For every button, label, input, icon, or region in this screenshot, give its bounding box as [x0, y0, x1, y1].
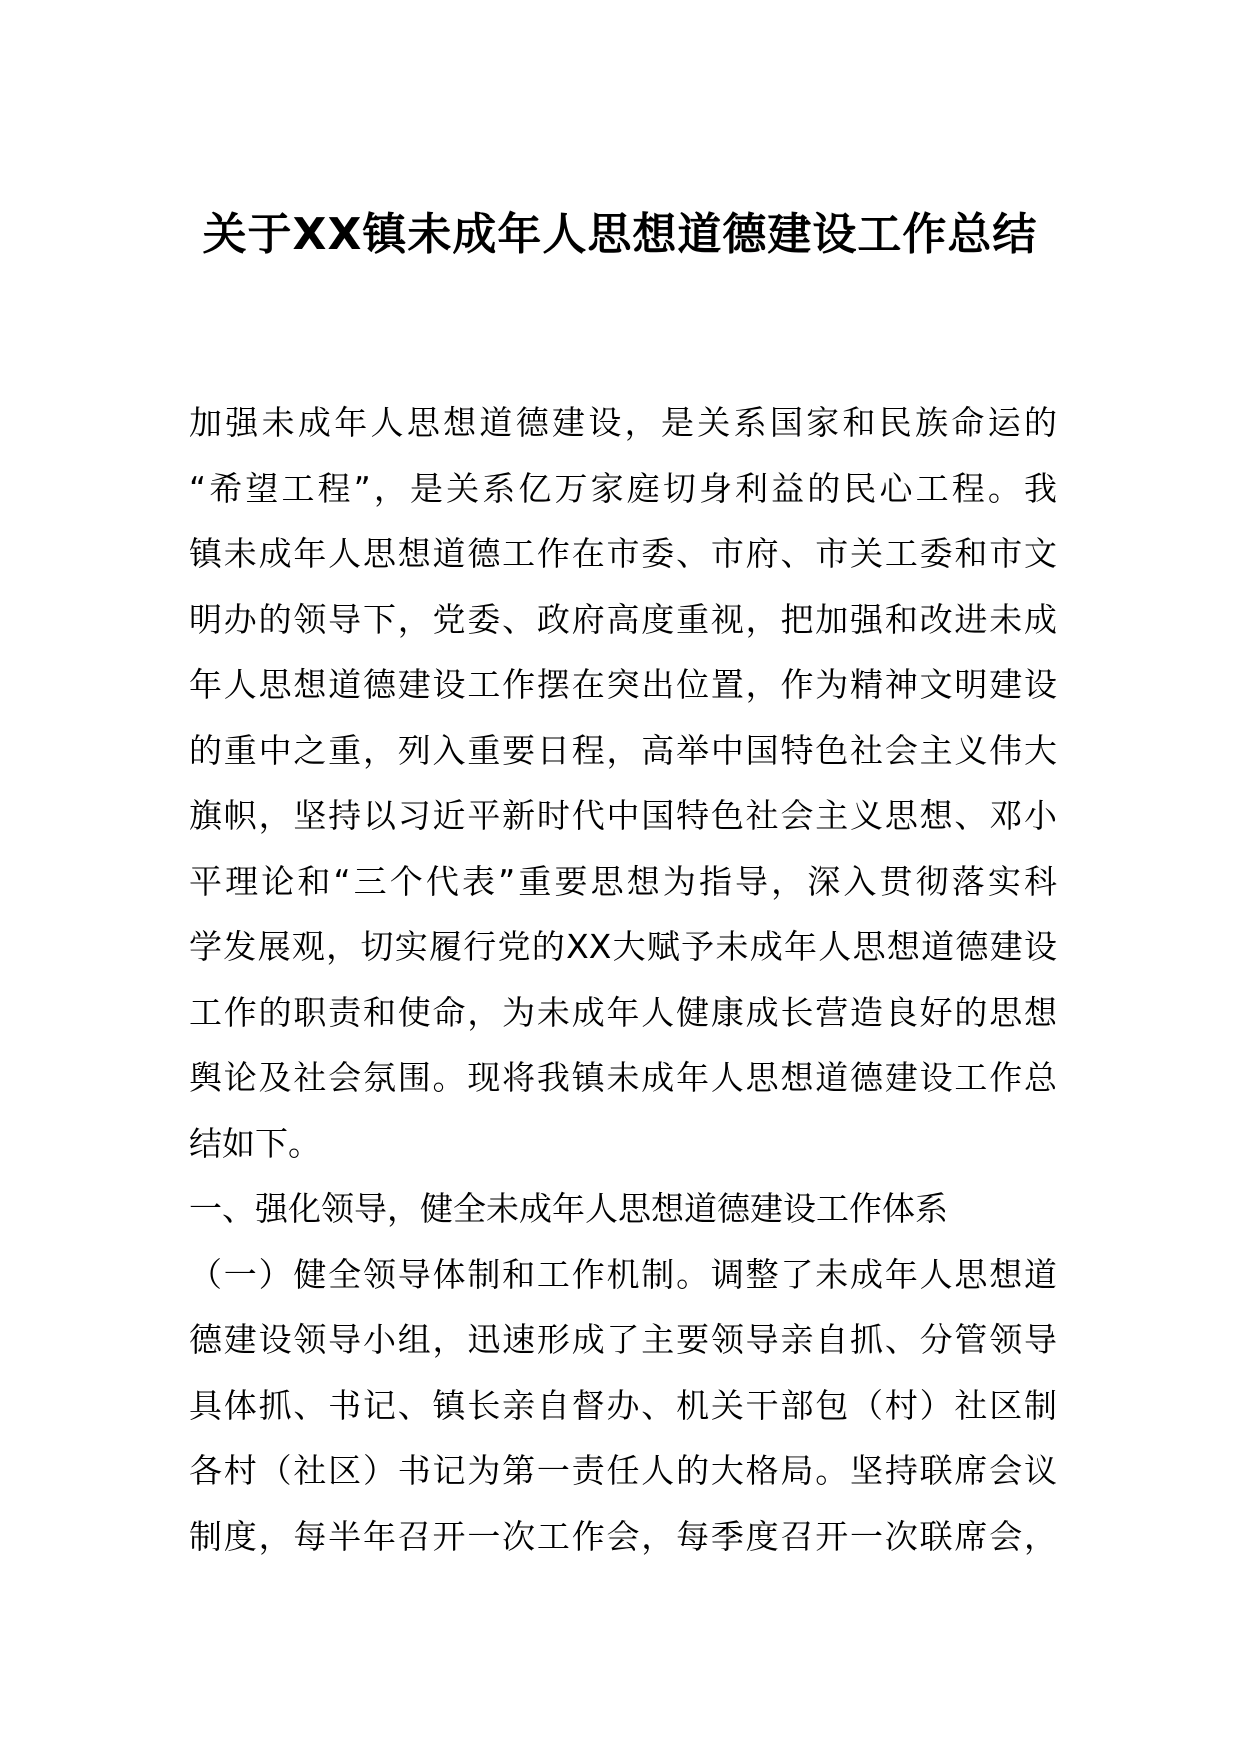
text-line: 各村（社区）书记为第一责任人的大格局。坚持联席会议 [189, 1451, 1057, 1490]
text-line: 年人思想道德建设工作摆在突出位置，作为精神文明建设 [189, 665, 1057, 704]
text-line: 镇未成年人思想道德工作在市委、市府、市关工委和市文 [189, 534, 1057, 573]
text-line: 结如下。 [189, 1123, 321, 1163]
section-heading-line: 一、强化领导，健全未成年人思想道德建设工作体系 [189, 1189, 948, 1228]
text-line: 德建设领导小组，迅速形成了主要领导亲自抓、分管领导 [189, 1320, 1057, 1359]
text-line: （一）健全领导体制和工作机制。调整了未成年人思想道 [189, 1254, 1057, 1294]
text-line: 加强未成年人思想道德建设，是关系国家和民族命运的 [189, 403, 1057, 442]
text-line: 的重中之重，列入重要日程，高举中国特色社会主义伟大 [189, 730, 1057, 770]
intro-paragraph [189, 390, 1057, 1176]
text-line: 具体抓、书记、镇长亲自督办、机关干部包（村）社区制 [189, 1385, 1057, 1425]
text-line: 舆论及社会氛围。现将我镇未成年人思想道德建设工作总 [189, 1058, 1057, 1097]
text-line: “希望工程”，是关系亿万家庭切身利益的民心工程。我 [189, 468, 1057, 508]
text-line: 制度，每半年召开一次工作会，每季度召开一次联席会， [189, 1516, 1057, 1556]
text-line: 工作的职责和使命，为未成年人健康成长营造良好的思想 [189, 992, 1057, 1032]
text-line: 平理论和“三个代表”重要思想为指导，深入贯彻落实科 [189, 861, 1057, 901]
section-heading [189, 1176, 1057, 1242]
document-body [189, 390, 1057, 1569]
text-line: 明办的领导下，党委、政府高度重视，把加强和改进未成 [189, 599, 1057, 639]
document-title: 关于XX镇未成年人思想道德建设工作总结 [202, 209, 1038, 260]
subsection-paragraph [189, 1242, 1057, 1570]
text-line: 学发展观，切实履行党的XX大赋予未成年人思想道德建设 [189, 927, 1057, 966]
text-line: 旗帜，坚持以习近平新时代中国特色社会主义思想、邓小 [189, 796, 1057, 835]
